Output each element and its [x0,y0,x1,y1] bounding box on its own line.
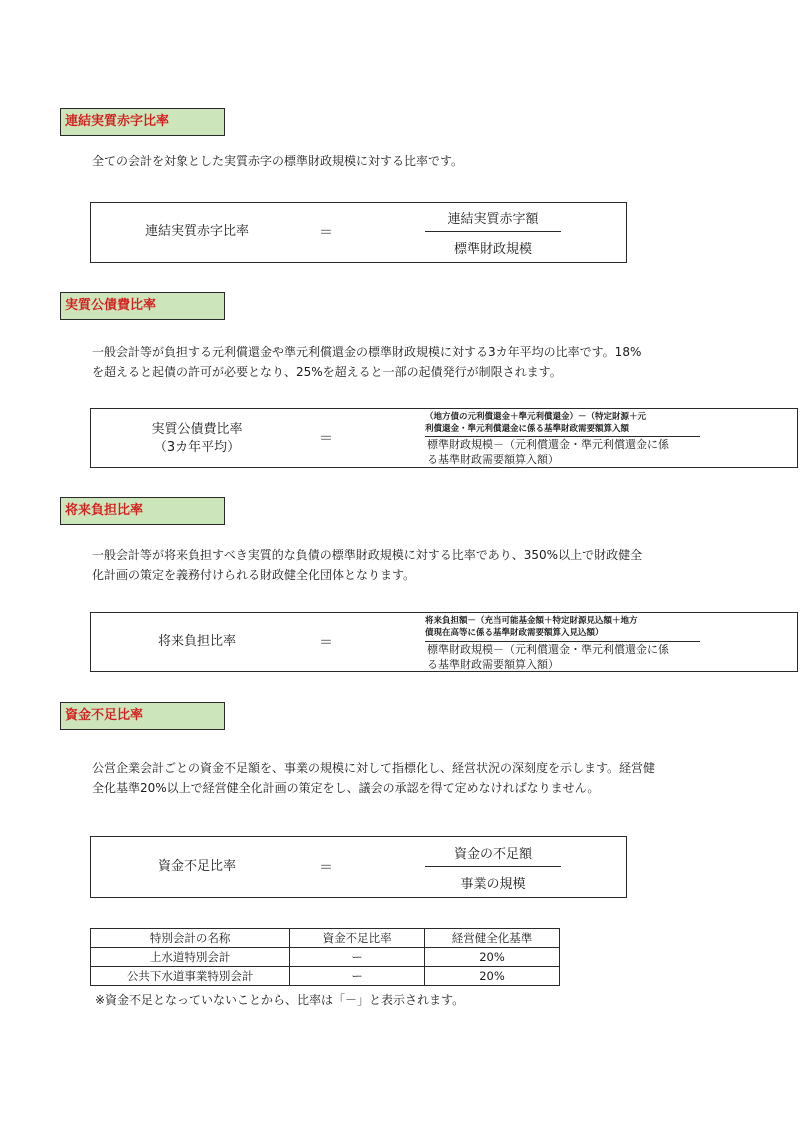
denominator-line: 標準財政規模－（元利償還金・準元利償還金に係 [427,438,669,451]
description-line: 一般会計等が将来負担すべき実質的な負債の標準財政規模に対する比率であり、350%以上で財政健全 [92,548,643,562]
formula-label: 将来負担比率 [157,634,236,649]
table-cell: 上水道特別会計 [91,948,290,967]
table-header-cell: 特別会計の名称 [91,929,290,948]
table-row [91,948,560,967]
formula-label-line: （3カ年平均） [153,440,241,455]
equals-sign: ＝ [319,225,333,241]
section-heading-future-burden: 将来負担比率 [60,497,225,525]
table-cell: ー [290,967,425,986]
table-header-cell: 経営健全化基準 [425,929,560,948]
formula-label-line: 実質公債費比率 [151,422,243,437]
denominator-line: る基準財政需要額算入額） [427,453,559,466]
fraction-bar [425,866,561,867]
description-line: 化計画の策定を義務付けられる財政健全化団体となります。 [92,568,416,582]
formula-numerator [425,615,715,639]
equals-sign: ＝ [319,860,333,876]
description-line: 全化基準20%以上で経営健全化計画の策定をし、議会の承認を得て定めなければなりません。 [92,781,600,795]
table-cell: ー [290,948,425,967]
section-description [92,342,732,382]
description-line: を超えると起債の許可が必要となり、25%を超えると一部の起債発行が制限されます。 [92,365,562,379]
numerator-line: 債現在高等に係る基準財政需要額算入見込額） [425,628,604,638]
numerator-line: 利償還金・準元利償還金に係る基準財政需要額算入額 [425,424,630,434]
description-line: 一般会計等が負担する元利償還金や準元利償還金の標準財政規模に対する3カ年平均の比率です。18% [92,345,642,359]
special-account-table [90,928,560,986]
table-cell: 公共下水道事業特別会計 [91,967,290,986]
section-description: 全ての会計を対象とした実質赤字の標準財政規模に対する比率です。 [92,154,464,168]
formula-denominator: 事業の規模 [460,877,526,892]
table-header-cell: 資金不足比率 [290,929,425,948]
formula-box [90,408,798,468]
formula-denominator [427,642,717,672]
formula-label: 連結実質赤字比率 [144,224,249,239]
denominator-line: 標準財政規模－（元利償還金・準元利償還金に係 [427,643,669,656]
formula-box [90,612,798,672]
table-cell: 20% [425,948,560,967]
numerator-line: （地方債の元利償還金＋準元利償還金）－（特定財源＋元 [425,412,647,422]
section-heading-funding-shortfall: 資金不足比率 [60,702,225,730]
formula-numerator [425,411,715,435]
footnote: ※資金不足となっていないことから、比率は「－」と表示されます。 [95,993,465,1007]
equals-sign: ＝ [319,431,333,447]
table-header-row [91,929,560,948]
section-description [92,545,732,585]
denominator-line: る基準財政需要額算入額） [427,658,559,671]
section-heading-consolidated-deficit: 連結実質赤字比率 [60,108,225,136]
formula-label: 資金不足比率 [157,859,236,874]
formula-numerator: 資金の不足額 [453,847,532,862]
formula-denominator: 標準財政規模 [453,242,532,257]
formula-numerator: 連結実質赤字額 [447,212,539,227]
fraction-bar [425,231,561,232]
formula-box [90,202,627,263]
equals-sign: ＝ [319,635,333,651]
formula-box [90,836,627,898]
table-row [91,967,560,986]
formula-denominator [427,437,717,467]
table-cell: 20% [425,967,560,986]
section-description [92,758,742,798]
section-heading-real-debt-service: 実質公債費比率 [60,292,225,320]
description-line: 公営企業会計ごとの資金不足額を、事業の規模に対して指標化し、経営状況の深刻度を示します。経営健 [92,761,656,775]
formula-label [127,421,267,457]
numerator-line: 将来負担額－（充当可能基金額＋特定財源見込額＋地方 [425,616,638,626]
